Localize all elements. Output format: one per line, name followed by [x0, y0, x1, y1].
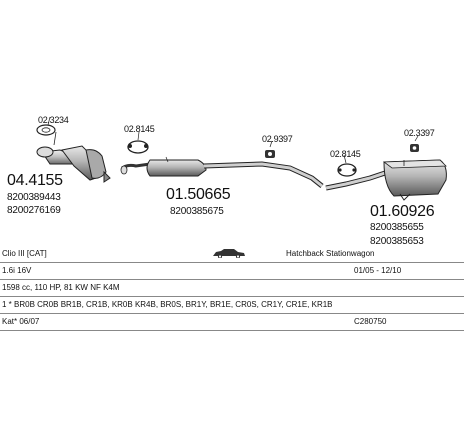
- rear-silencer-part-number: 01.60926: [370, 203, 435, 220]
- clamp-icon: [128, 132, 148, 153]
- spec-row-engine-detail: [0, 279, 464, 297]
- rear-hardware-number: 02.3397: [404, 128, 435, 138]
- middle-silencer-part-number: 01.50665: [166, 186, 231, 203]
- spec-engine-detail: 1598 cc, 110 HP, 81 KW NF K4M: [2, 283, 120, 292]
- spec-model: Clio III [CAT]: [2, 249, 47, 258]
- middle-hardware-number: 02.8145: [124, 124, 155, 134]
- rear-silencer-oe-2: 8200385653: [370, 236, 424, 247]
- front-hardware-number: 02.3234: [38, 115, 69, 125]
- spec-row-body-codes: [0, 296, 464, 314]
- middle-silencer-oe-1: 8200385675: [170, 206, 224, 217]
- spec-catalogue: C280750: [354, 317, 387, 326]
- hanger-hardware-number: 02.9397: [262, 134, 293, 144]
- spec-body: Hatchback Stationwagon: [286, 249, 375, 258]
- body-style-icon: [212, 248, 246, 260]
- rear-silencer-oe-1: 8200385655: [370, 222, 424, 233]
- spec-row-engine: [0, 262, 464, 280]
- spec-engine: 1.6i 16V: [2, 266, 32, 275]
- front-pipe-oe-1: 8200389443: [7, 192, 61, 203]
- front-pipe-oe-2: 8200276169: [7, 205, 61, 216]
- rear-clamp-hardware-number: 02.8145: [330, 149, 361, 159]
- spec-body-codes: 1 * BR0B CR0B BR1B, CR1B, KR0B KR4B, BR0S, BR1Y, BR1E, CR0S, CR1Y, CR1E, KR1B: [2, 300, 333, 309]
- front-pipe-part-number: 04.4155: [7, 172, 63, 189]
- spec-row-model: [0, 245, 464, 263]
- middle-silencer: [121, 157, 322, 186]
- rear-silencer: [326, 160, 446, 200]
- spec-emission: Kat* 06/07: [2, 317, 40, 326]
- spec-years: 01/05 - 12/10: [354, 266, 402, 275]
- spec-row-emission: [0, 313, 464, 331]
- rear-hanger-icon: [410, 136, 419, 152]
